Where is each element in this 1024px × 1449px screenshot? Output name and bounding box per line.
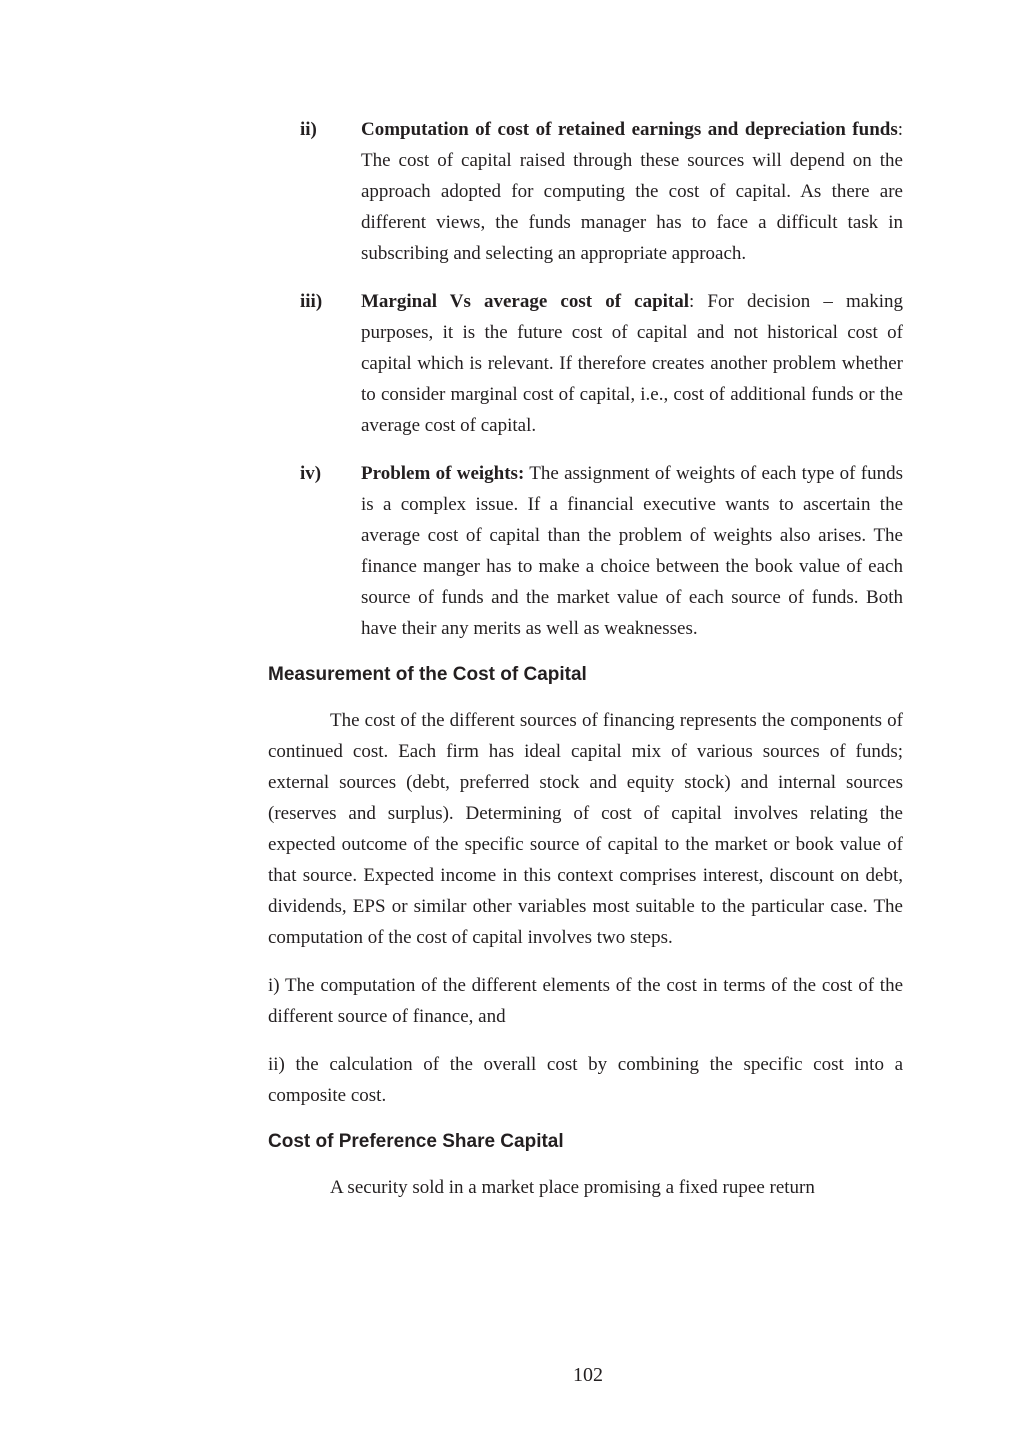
list-item-text: : The cost of capital raised through these sources will depend on the approach adopted for computing the cost of capital. As there are different views, the funds manager has to face a difficult task in subscribing and selecting an appropriate approach. xyxy=(361,119,903,264)
list-item xyxy=(268,114,903,269)
list-item-title: Problem of weights: xyxy=(361,463,525,484)
list-item-title: Computation of cost of retained earnings and depreciation funds xyxy=(361,119,898,140)
list-item xyxy=(268,286,903,441)
preference-share-paragraph: A security sold in a market place promising a fixed rupee return xyxy=(330,1177,815,1198)
list-item-body xyxy=(361,458,903,644)
step-two-paragraph: ii) the calculation of the overall cost by combining the specific cost into a composite cost. xyxy=(268,1054,903,1106)
page-content xyxy=(268,114,903,1220)
list-item xyxy=(268,458,903,644)
section-heading-measurement: Measurement of the Cost of Capital xyxy=(268,664,587,685)
measurement-paragraph: The cost of the different sources of financing represents the components of continued cost. Each firm has ideal capital mix of various sources of funds; external sources (debt, preferred stock and equity stock) and internal sources (reserves and surplus). Determining of cost of capital involves relating the expected outcome of the specific source of capital to the market or book value of that source. Expected income in this context comprises interest, discount on debt, dividends, EPS or similar other variables most suitable to the particular case. The computation of the cost of capital involves two steps. xyxy=(268,710,903,948)
list-item-text: The assignment of weights of each type of funds is a complex issue. If a financial executive wants to ascertain the average cost of capital than the problem of weights also arises. The finance manger has to make a choice between the book value of each source of funds and the market value of each source of funds. Both have their any merits as well as weaknesses. xyxy=(361,463,903,639)
list-item-number: iii) xyxy=(300,291,323,312)
section-heading-preference-share: Cost of Preference Share Capital xyxy=(268,1131,564,1152)
list-item-title: Marginal Vs average cost of capital xyxy=(361,291,690,312)
list-item-body xyxy=(361,114,903,269)
list-item-body xyxy=(361,286,903,441)
list-item-number: ii) xyxy=(300,119,317,140)
list-item-text: : For decision – making purposes, it is the future cost of capital and not historical cost of capital which is relevant. If therefore creates another problem whether to consider marginal cost of capital, i.e., cost of additional funds or the average cost of capital. xyxy=(361,291,903,436)
step-one-paragraph: i) The computation of the different elements of the cost in terms of the cost of the different source of finance, and xyxy=(268,975,903,1027)
list-item-number: iv) xyxy=(300,463,322,484)
page-number: 102 xyxy=(573,1364,603,1386)
